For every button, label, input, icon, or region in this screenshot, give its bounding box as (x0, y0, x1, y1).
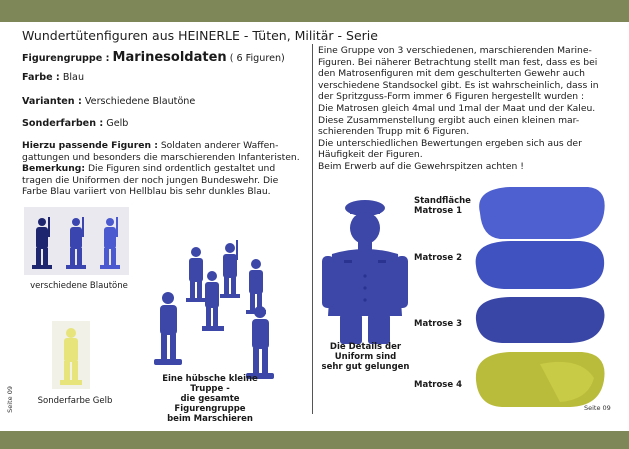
right-line: Diese Zusammenstellung ergibt auch einen kleinen mar- (318, 114, 580, 126)
page-number-left: Seite 09 (6, 386, 14, 413)
caption-detail-1: Die Details der (329, 342, 402, 352)
base-swatch-4 (470, 348, 610, 410)
special-colors-field (22, 118, 128, 129)
right-line: Beim Erwerb auf die Gewehrspitzen achten ! (318, 160, 524, 172)
color-value: Blau (62, 72, 85, 83)
right-line: schierenden Trupp mit 6 Figuren. (318, 126, 470, 138)
label-matrose-1 (414, 196, 471, 216)
marching-troop-photo (148, 236, 298, 396)
label-standflaeche: Standfläche (414, 196, 471, 206)
group-count: ( 6 Figuren) (229, 53, 285, 64)
figure-group-field (22, 50, 285, 65)
base-swatch-2 (470, 238, 610, 292)
caption-troop-2: Truppe - (190, 384, 230, 394)
fitting-text-2: gattungen und besonders die marschierenden Infanteristen. (22, 151, 300, 163)
group-label: Figurengruppe : (22, 53, 110, 64)
caption-troop (150, 374, 270, 424)
note-text-3: Farbe Blau variiert von Hellblau bis sehr dunkles Blau. (22, 186, 271, 198)
variants-value: Verschiedene Blautöne (84, 96, 196, 107)
right-line: verschiedene Standsockel gibt. Es ist wahrscheinlich, dass in (318, 79, 599, 91)
description-paragraph (22, 140, 310, 198)
caption-troop-3: die gesamte Figurengruppe (174, 394, 246, 414)
base-swatch-3 (470, 294, 610, 346)
variants-field (22, 96, 195, 107)
color-label: Farbe : (22, 72, 60, 83)
right-line: der Spritzguss-Form immer 6 Figuren hergestellt wurden : (318, 91, 585, 103)
special-value: Gelb (106, 118, 129, 129)
caption-detail-3: sehr gut gelungen (321, 362, 410, 372)
label-matrose-4: Matrose 4 (414, 380, 462, 390)
group-value: Marinesoldaten (112, 50, 227, 65)
sailor-detail-photo (318, 196, 413, 346)
page-title: Wundertütenfiguren aus HEINERLE - Tüten, Militär - Serie (22, 28, 378, 43)
note-text-2: tragen die Uniformen der noch jungen Bundeswehr. Die (22, 174, 279, 186)
caption-detail-2: Uniform sind (334, 352, 397, 362)
note-text-1: Die Figuren sind ordentlich gestaltet und (87, 163, 276, 175)
special-label: Sonderfarben : (22, 118, 104, 129)
variants-label: Varianten : (22, 96, 82, 107)
bottom-color-bar (0, 431, 629, 449)
caption-blue-tones: verschiedene Blautöne (30, 281, 128, 291)
caption-troop-4: beim Marschieren (167, 414, 253, 424)
note-label: Bemerkung: (22, 163, 86, 175)
right-line: Häufigkeit der Figuren. (318, 149, 423, 161)
caption-detail (318, 342, 413, 372)
right-line: Figuren. Bei näherer Betrachtung stellt man fest, dass es bei (318, 56, 598, 68)
yellow-figure-photo (52, 321, 90, 389)
fitting-label: Hierzu passende Figuren : (22, 140, 158, 151)
right-line: den Matrosenfiguren mit dem geschulterten Gewehr auch (318, 68, 585, 80)
page-number-right: Seite 09 (584, 404, 611, 412)
blue-tones-photo (24, 207, 129, 275)
label-matrose-3: Matrose 3 (414, 319, 462, 329)
caption-yellow: Sonderfarbe Gelb (37, 396, 113, 406)
label-matrose-1-text: Matrose 1 (414, 206, 462, 216)
color-field (22, 72, 84, 83)
fitting-text-1: Soldaten anderer Waffen- (160, 140, 279, 151)
label-matrose-2: Matrose 2 (414, 253, 462, 263)
right-description (318, 45, 626, 173)
column-divider (312, 44, 313, 414)
top-color-bar (0, 0, 629, 22)
right-line: Die unterschiedlichen Bewertungen ergeben sich aus der (318, 137, 582, 149)
right-line: Die Matrosen gleich 4mal und 1mal der Maat und der Kaleu. (318, 102, 596, 114)
right-line: Eine Gruppe von 3 verschiedenen, marschierenden Marine- (318, 45, 592, 56)
caption-troop-1: Eine hübsche kleine (162, 374, 258, 384)
base-swatch-1 (470, 183, 610, 243)
